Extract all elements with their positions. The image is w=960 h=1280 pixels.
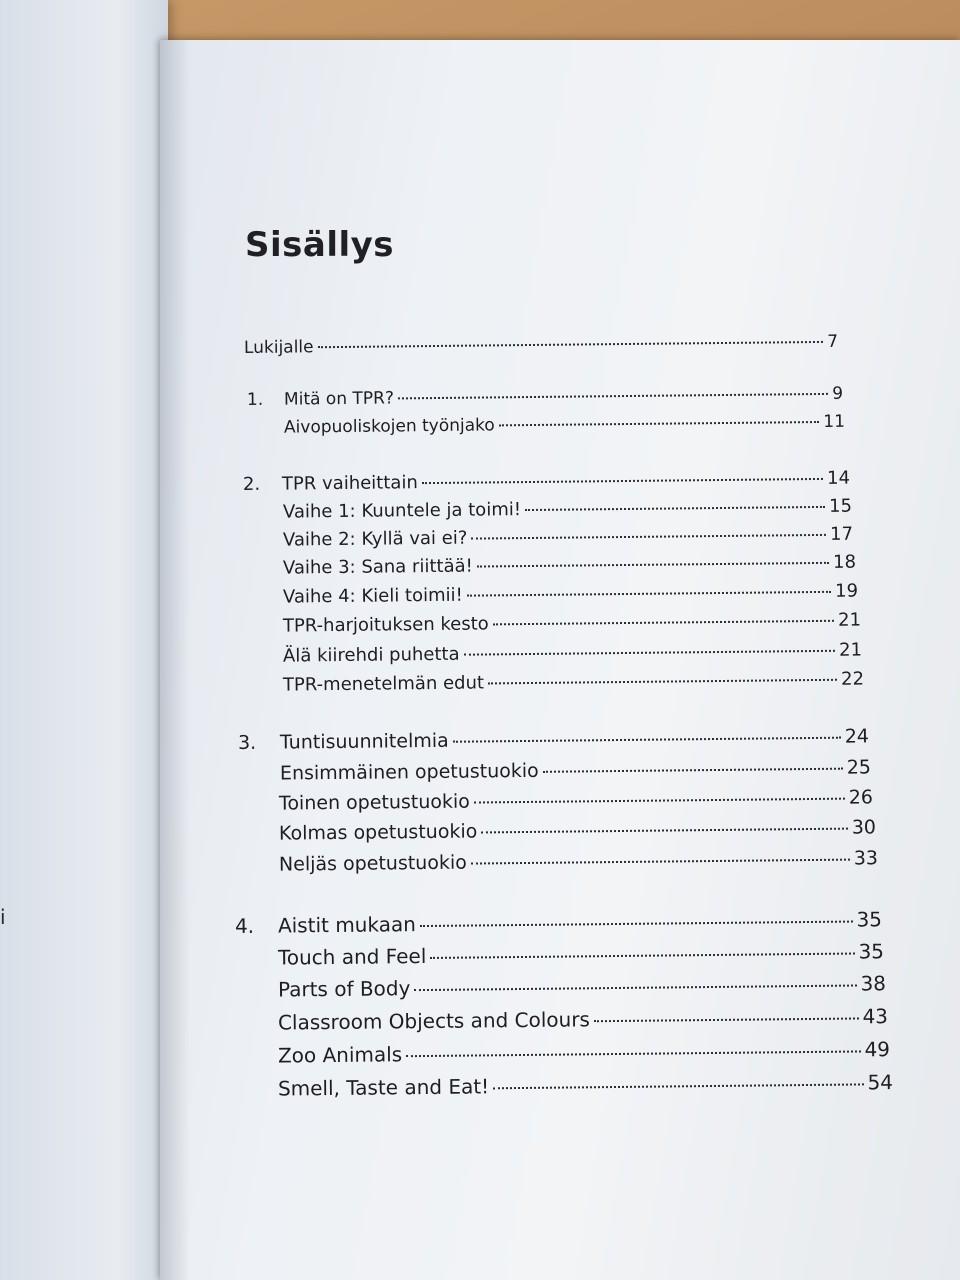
page-title: Sisällys [245,225,395,265]
toc-entry [238,816,876,845]
toc-entry-label: Ensimmäinen opetustuokio [279,759,539,785]
toc-entry [235,971,886,1002]
toc-dot-leader [481,828,848,834]
toc-entry [243,640,862,667]
toc-dot-leader [420,921,853,928]
toc-entry [235,907,882,938]
toc-entry [235,1037,890,1068]
toc-entry-label: Vaihe 2: Kyllä vai ei? [282,527,468,551]
toc-entry-label: Touch and Feel [277,943,427,970]
toc-page-number: 21 [837,609,862,631]
toc-dot-leader [398,393,828,400]
toc-chapter-number: 2. [242,473,261,495]
toc-page-number: 35 [858,939,885,964]
toc-dot-leader [422,478,823,484]
toc-entry-label: Kolmas opetustuokio [278,820,478,845]
toc-page-number: 14 [826,467,851,489]
toc-page-number: 9 [832,383,844,404]
left-page-glyph: i [0,905,6,929]
toc-dot-leader [318,341,824,348]
toc-entry [244,332,838,358]
toc-entry [235,939,884,970]
toc-entry-label: Älä kiirehdi puhetta [282,643,460,667]
toc-dot-leader [467,591,831,597]
toc-entry [243,468,850,495]
toc-entry [243,552,856,579]
toc-entry [238,725,869,754]
toc-page-number: 17 [829,523,854,545]
toc-page-number: 15 [828,495,853,517]
toc-page-number: 11 [823,411,846,432]
toc-dot-leader [406,1050,860,1057]
toc-entry-label: Zoo Animals [277,1042,403,1068]
toc-entry-label: Classroom Objects and Colours [277,1007,591,1035]
toc-entry [243,496,852,523]
toc-dot-leader [543,768,843,773]
toc-entry-label: Toinen opetustuokio [278,790,470,815]
toc-page-number: 43 [862,1004,889,1029]
toc-page-number: 21 [838,639,863,661]
toc-dot-leader [474,798,845,804]
toc-dot-leader [594,1017,859,1022]
toc-entry [243,524,853,551]
toc-entry [235,1004,888,1035]
toc-dot-leader [525,506,825,511]
toc-chapter-number: 4. [234,913,255,938]
toc-dot-leader [430,953,854,959]
toc-dot-leader [471,534,826,540]
toc-dot-leader [453,737,841,743]
toc-page-number: 24 [844,725,870,748]
toc-entry [247,384,843,410]
toc-entry-label: TPR vaiheittain [281,472,418,495]
toc-entry-label: Tuntisuunnitelmia [279,729,449,754]
toc-page-number: 30 [851,816,877,839]
toc-entry-label: Vaihe 3: Sana riittää! [282,555,473,579]
toc-page-number: 49 [864,1037,891,1062]
toc-entry-label: Parts of Body [277,976,411,1002]
toc-page-number: 7 [827,331,839,352]
toc-entry-label: Smell, Taste and Eat! [277,1074,490,1101]
toc-entry [238,847,878,876]
toc-entry [247,412,845,438]
toc-entry-label: Aistit mukaan [277,912,416,938]
toc-dot-leader [499,421,820,426]
toc-entry-label: Mitä on TPR? [283,388,395,410]
toc-entry-label: Vaihe 4: Kieli toimii! [282,584,463,608]
toc-dot-leader [471,859,850,865]
toc-page-number: 25 [846,756,872,779]
toc-page-number: 19 [834,580,859,602]
toc-entry [238,786,873,815]
toc-chapter-number: 3. [237,731,257,754]
toc-dot-leader [464,650,836,656]
toc-page-number: 38 [860,971,887,996]
toc-entry [235,1070,893,1101]
toc-page-number: 33 [853,847,879,870]
toc-entry [243,581,858,608]
toc-entry-label: TPR-menetelmän edut [282,672,485,696]
toc-page-number: 18 [832,551,857,573]
toc-entry [238,756,871,785]
toc-entry-label: Lukijalle [243,337,314,358]
toc-page-number: 22 [840,668,865,690]
toc-dot-leader [493,1083,863,1089]
toc-entry-label: Vaihe 1: Kuuntele ja toimi! [282,499,522,523]
toc-dot-leader [477,562,829,568]
toc-entry-label: Aivopuoliskojen työnjako [283,415,495,438]
toc-dot-leader [493,620,834,626]
toc-chapter-number: 1. [246,389,264,410]
toc-entry-label: Neljäs opetustuokio [278,851,467,876]
toc-entry [243,668,864,696]
toc-dot-leader [488,679,837,685]
toc-dot-leader [414,984,856,991]
toc-page-number: 26 [848,786,874,809]
toc-entry-label: TPR-harjoituksen kesto [282,613,489,637]
toc-page-number: 54 [867,1070,894,1095]
toc-page-number: 35 [856,907,883,932]
toc-entry [243,610,861,637]
